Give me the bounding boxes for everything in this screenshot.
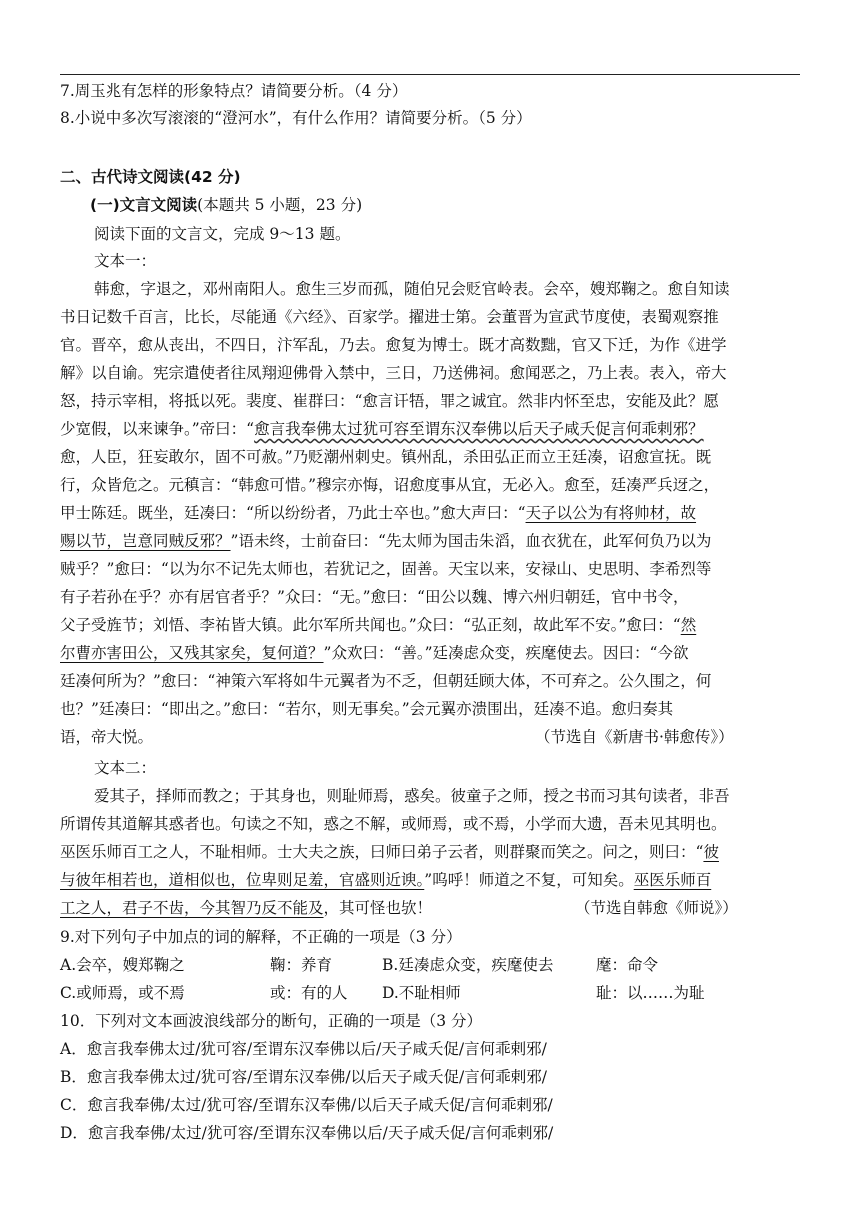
wavy-underlined-passage: 愈言我奉佛太过犹可容至谓东汉奉佛以后天子咸夭促言何乖剌邪？ — [254, 420, 704, 438]
text1-segment: 少宽假，以来谏争。”帝曰：“ — [60, 420, 255, 438]
underlined-sentence: 然 — [680, 616, 697, 634]
q9-option-c: C.或师焉，或不焉 — [60, 984, 185, 1002]
q9-option-d: D.不耻相师 — [382, 984, 461, 1002]
subsection-heading — [90, 195, 834, 215]
text2-segment: 巫医乐师百工之人，不耻相师。士大夫之族，曰师曰弟子云者，则群聚而笑之。问之，则曰：“ — [60, 843, 704, 861]
question-8: 8.小说中多次写滚滚的“澄河水”，有什么作用？请简要分析。（5 分） — [60, 109, 532, 127]
underlined-sentence: 工之人，君子不齿，今其智乃反不能及 — [60, 899, 324, 917]
q10-option-b: B．愈言我奉佛太过/犹可容/至谓东汉奉佛/以后天子咸夭促/言何乖剌邪/ — [60, 1068, 548, 1086]
text1-line: 解》以自谕。宪宗遣使者往凤翔迎佛骨入禁中，三日，乃送佛祠。愈闻恶之，乃上表。表入，帝大 — [60, 364, 727, 382]
question-7: 7.周玉兆有怎样的形象特点？请简要分析。（4 分） — [60, 82, 408, 100]
q9-option-b: B.廷凑虑众变，疾麾使去 — [382, 956, 554, 974]
text1-line: 官。晋卒，愈从丧出，不四日，汴军乱，乃去。愈复为博士。既才高数黜，官又下迁，为作《进学 — [60, 336, 727, 354]
section-heading: 二、古代诗文阅读(42 分) — [60, 168, 241, 186]
top-rule — [60, 74, 800, 75]
q9-option-b-gloss: 麾：命令 — [596, 956, 659, 974]
text1-line — [60, 643, 804, 663]
text2-line — [60, 842, 804, 862]
text1-segment: ”语未终，士前奋曰：“先太师为国击朱滔，血衣犹在，此军何负乃以为 — [230, 532, 712, 550]
q10-option-a: A．愈言我奉佛太过/犹可容/至谓东汉奉佛以后/天子咸夭促/言何乖剌邪/ — [60, 1040, 547, 1058]
text1-line: 韩愈，字退之，邓州南阳人。愈生三岁而孤，随伯兄会贬官岭表。会卒，嫂郑鞠之。愈自知读 — [94, 280, 730, 298]
text1-line: 怒，持示宰相，将抵以死。裴度、崔群曰：“愈言讦牾，罪之诚宜。然非内怀至忠，安能及此？愿 — [60, 392, 719, 410]
instruction: 阅读下面的文言文，完成 9～13 题。 — [94, 225, 351, 243]
text1-line: 行，众皆危之。元稹言：“韩愈可惜。”穆宗亦悔，诏愈度事从宜，无必入。愈至，廷凑严兵迓之， — [60, 476, 720, 494]
question-10: 10．下列对文本画波浪线部分的断句，正确的一项是（3 分） — [60, 1012, 483, 1030]
text1-line — [60, 531, 804, 551]
q9-option-a-gloss: 鞠：养育 — [270, 956, 333, 974]
source-citation-1: （节选自《新唐书·韩愈传》） — [535, 728, 734, 746]
text2-line: 所谓传其道解其惑者也。句读之不知，惑之不解，或师焉，或不焉，小学而大遗，吾未见其明也。 — [60, 815, 727, 833]
text2-segment: ，其可怪也欤！ — [323, 899, 433, 917]
text2-line — [60, 870, 804, 890]
underlined-sentence: 尔曹亦害田公，又残其家矣，复何道？ — [60, 644, 324, 662]
underlined-sentence: 赐以节，岂意同贼反邪？ — [60, 532, 231, 550]
q10-option-c: C．愈言我奉佛/太过/犹可容/至谓东汉奉佛/以后天子咸夭促/言何乖剌邪/ — [60, 1096, 553, 1114]
q9-option-c-gloss: 或：有的人 — [270, 984, 348, 1002]
text1-line: 有子若孙在乎？亦有居官者乎？”众曰：“无。”愈曰：“田公以魏、博六州归朝廷，官中书令， — [60, 588, 689, 606]
text1-line: 书日记数千百言，比长，尽能通《六经》、百家学。擢进士第。会董晋为宣武节度使，表蜀观察推 — [60, 308, 719, 326]
text1-line — [60, 419, 804, 439]
text1-line: 愈，人臣，狂妄敢尔，固不可赦。”乃贬潮州刺史。镇州乱，杀田弘正而立王廷凑，诏愈宣抚。既 — [60, 448, 712, 466]
text2-segment: ”呜呼！师道之不复，可知矣。 — [424, 871, 634, 889]
q10-option-d: D．愈言我奉佛/太过/犹可容/至谓东汉奉佛以后/天子咸夭促/言何乖剌邪/ — [60, 1124, 554, 1142]
text1-segment: ”众欢曰：“善。”廷凑虑众变，疾麾使去。因曰：“今欲 — [323, 644, 689, 662]
q9-option-d-gloss: 耻：以……为耻 — [596, 984, 705, 1002]
text2-line: 爱其子，择师而教之；于其身也，则耻师焉，惑矣。彼童子之师，授之书而习其句读者，非吾 — [94, 787, 730, 805]
question-9: 9.对下列句子中加点的词的解释，不正确的一项是（3 分） — [60, 928, 462, 946]
underlined-sentence: 巫医乐师百 — [633, 871, 712, 889]
text1-line: 也？”廷凑曰：“即出之。”愈曰：“若尔，则无事矣。”会元翼亦溃围出，廷凑不追。愈归奏其 — [60, 700, 674, 718]
q9-option-a: A.会卒，嫂郑鞠之 — [60, 956, 185, 974]
text1-line — [60, 503, 804, 523]
text1-line — [60, 615, 804, 635]
text1-label: 文本一： — [94, 252, 157, 270]
subsection-note: (本题共 5 小题，23 分) — [197, 196, 363, 214]
underlined-sentence: 天子以公为有将帅材，故 — [525, 504, 697, 522]
underlined-sentence: 与彼年相若也，道相似也，位卑则足羞，官盛则近谀。 — [60, 871, 425, 889]
source-citation-2: （节选自韩愈《师说》） — [575, 899, 738, 917]
text2-label: 文本二： — [94, 759, 157, 777]
text1-line: 语，帝大悦。 — [60, 728, 154, 746]
subsection-title: (一)文言文阅读 — [90, 196, 198, 214]
text1-line: 廷凑何所为？”愈曰：“神策六军将如牛元翼者为不乏，但朝廷顾大体，不可弃之。公久围之，何 — [60, 672, 712, 690]
text1-segment: 父子受旌节；刘悟、李祐皆大镇。此尔军所共闻也。”众曰：“弘正刻，故此军不安。”愈曰：“ — [60, 616, 681, 634]
text1-segment: 甲士陈廷。既坐，廷凑曰：“所以纷纷者，乃此士卒也。”愈大声曰：“ — [60, 504, 526, 522]
text1-line: 贼乎？”愈曰：“以为尔不记先太师也，若犹记之，固善。天宝以来，安禄山、史思明、李希烈等 — [60, 560, 712, 578]
underlined-sentence: 彼 — [703, 843, 719, 861]
